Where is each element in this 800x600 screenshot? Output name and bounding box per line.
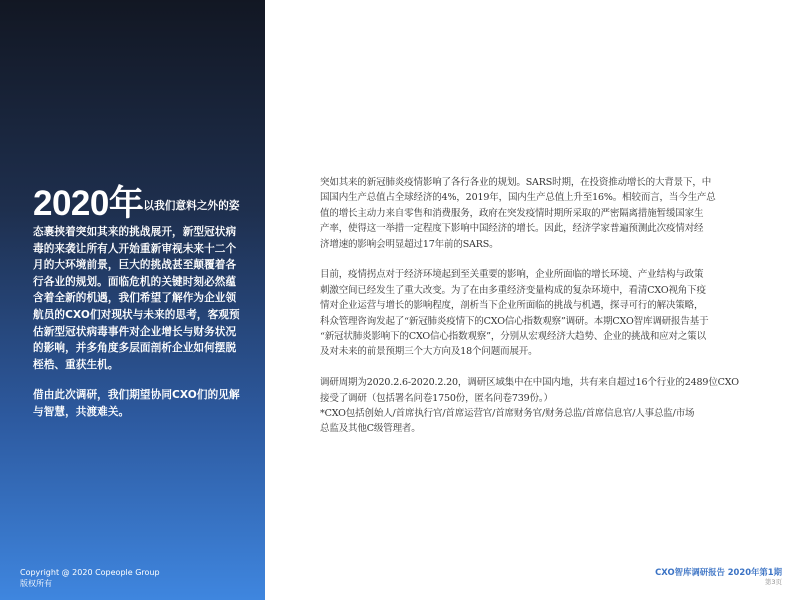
body-line: 济增速的影响会明显超过17年前的SARS。 <box>320 238 499 250</box>
report-title: CXO智库调研报告 2020年第1期 <box>655 567 782 577</box>
body-line: *CXO包括创始人/首席执行官/首席运营官/首席财务官/财务总监/首席信息官/人事总监/市场 <box>320 408 695 420</box>
body-line: 调研周期为2020.2.6-2020.2.20，调研区域集中在中国内地，共有来自超过16个行业的2489位CXO <box>320 377 739 389</box>
body-line: 及对未来的前景预期三个大方向及18个问题而展开。 <box>320 346 538 358</box>
body-text <box>320 175 743 437</box>
left-intro-panel <box>0 0 265 600</box>
copyright-line: Copyright @ 2020 Copeople Group <box>20 568 160 577</box>
page-number: 第3页 <box>764 578 782 586</box>
body-line: 突如其来的新冠肺炎疫情影响了各行各业的规划。SARS时期，在投资推动增长的大背景下，中 <box>320 177 712 188</box>
body-line: 接受了调研（包括署名问卷1750份，匿名问卷739份。） <box>320 392 553 404</box>
rights-reserved-line: 版权所有 <box>20 579 52 588</box>
intro-paragraph-1 <box>33 184 241 373</box>
intro-text <box>33 184 241 421</box>
body-line: 总监及其他C级管理者。 <box>320 423 421 435</box>
body-line: 情对企业运营与增长的影响程度，剖析当下企业所面临的挑战与机遇，探寻可行的解决策略， <box>320 300 704 312</box>
body-line: 目前，疫情拐点对于经济环境起到至关重要的影响，企业所面临的增长环境、产业结构与政策 <box>320 269 704 281</box>
body-paragraph-2 <box>320 267 743 359</box>
body-line: 科众管理咨询发起了“新冠肺炎疫情下的CXO信心指数观察”调研。本期CXO智库调研报告基于 <box>320 315 709 327</box>
copyright-notice <box>20 567 160 589</box>
body-line: 刺激空间已经发生了重大改变。为了在由多重经济变量构成的复杂环境中，看清CXO视角下疫 <box>320 284 706 296</box>
intro-paragraph-1-text: 以我们意料之外的姿态裹挟着突如其来的挑战展开，新型冠状病毒的来袭让所有人开始重新审视未来十二个月的大环境前景，巨大的挑战甚至颠覆着各行各业的规划。面临危机的关键时刻必然蕴含着全新的机遇，我们希望了解作为企业领航员的CXO们对现状与未来的思考，客观预估新型冠状病毒事件对企业增长与财务状况的影响，并多角度多层面剖析企业如何摆脱桎梏、重获生机。 <box>33 200 240 371</box>
intro-paragraph-2: 借由此次调研，我们期望协同CXO们的见解与智慧，共渡难关。 <box>33 389 240 418</box>
page-footer <box>655 567 782 587</box>
right-content-panel <box>265 0 800 600</box>
body-paragraph-3 <box>320 375 743 437</box>
body-line: 值的增长主动力来自零售和消费服务，政府在突发疫情时期所采取的严密隔离措施暂缓国家生 <box>320 207 704 219</box>
body-line: “新冠状肺炎影响下的CXO信心指数观察”，分别从宏观经济大趋势、企业的挑战和应对之策以 <box>320 331 706 343</box>
body-paragraph-1 <box>320 175 743 252</box>
intro-year-heading: 2020年 <box>33 184 144 223</box>
body-line: 产率，使得这一举措一定程度下影响中国经济的增长。因此，经济学家普遍预测此次疫情对经 <box>320 223 704 235</box>
body-line: 国国内生产总值占全球经济的4%，2019年，国内生产总值上升至16%。相较而言，当今生产总 <box>320 192 716 204</box>
